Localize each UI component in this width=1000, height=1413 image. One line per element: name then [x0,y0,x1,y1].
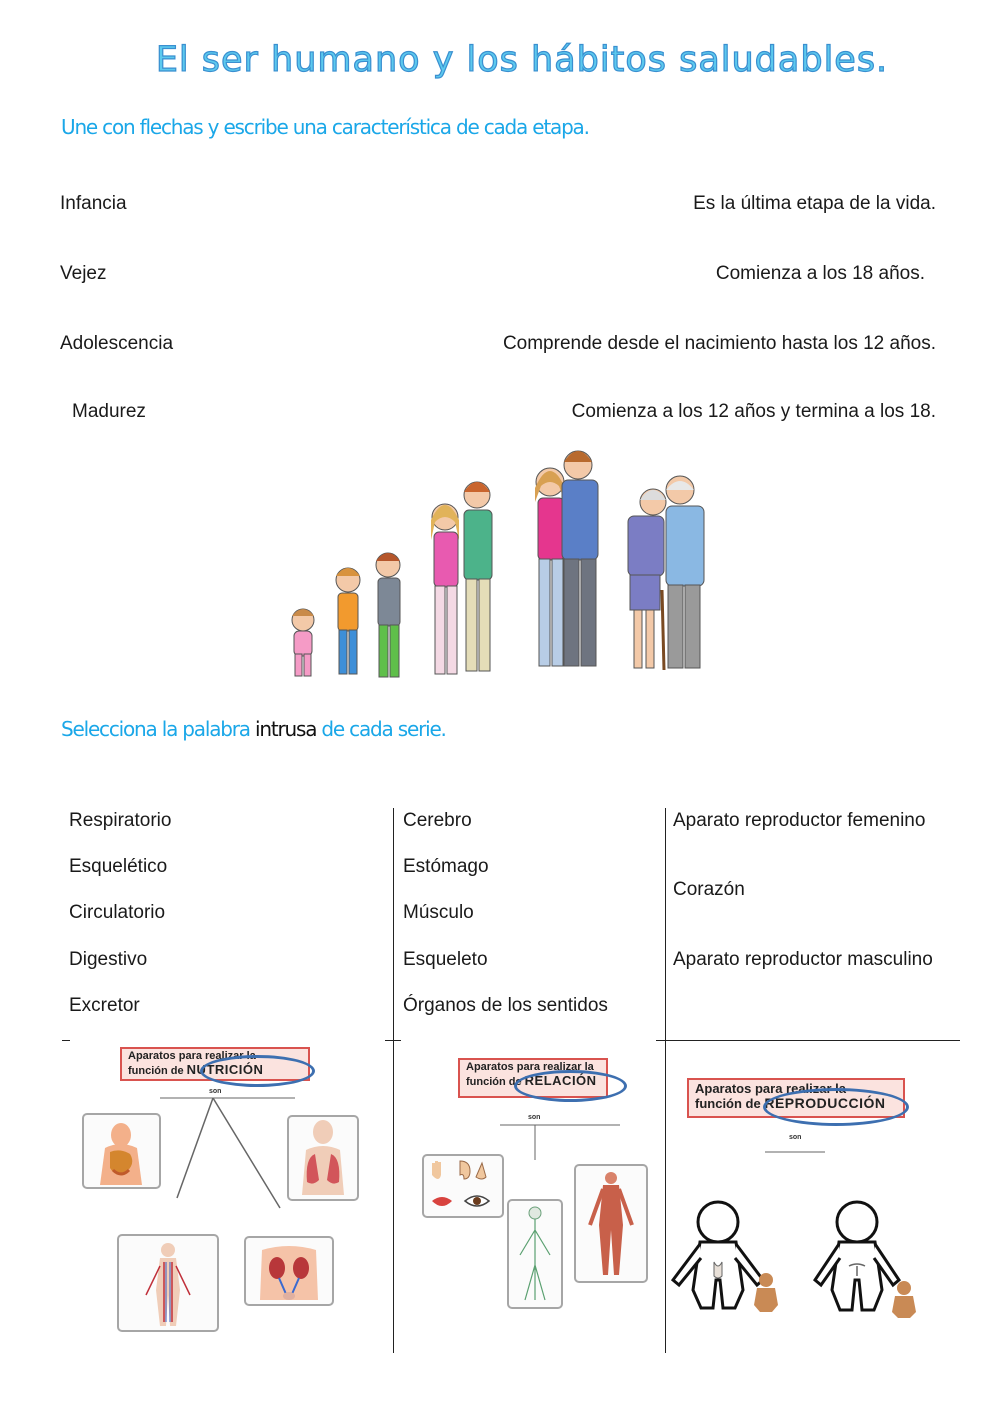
nutrition-diagram [80,1090,380,1340]
toddler-figure [292,609,314,676]
nutrition-keyword: NUTRICIÓN [186,1061,264,1077]
series3-word[interactable]: Corazón [673,879,745,900]
series1-word[interactable]: Respiratorio [69,810,172,831]
series2-word[interactable]: Estómago [403,856,489,877]
son-label: son [789,1134,802,1141]
stage-description[interactable]: Comprende desde el nacimiento hasta los 12 años. [502,333,936,354]
woman-figure [535,468,565,666]
label-line: función de [695,1095,761,1111]
label-line: Aparatos para realizar la [466,1061,594,1073]
series1-word[interactable]: Digestivo [69,949,148,970]
label-line: Aparatos para realizar la [128,1050,256,1062]
series1-word[interactable]: Esquelético [69,856,168,877]
row-divider [62,1040,70,1041]
grandmother-figure [628,489,666,670]
column-divider [393,808,394,1353]
stage-label[interactable]: Madurez [72,401,146,422]
series2-word[interactable]: Órganos de los sentidos [403,995,608,1016]
label-line: función de [128,1064,184,1077]
series2-word[interactable]: Músculo [403,902,474,923]
reproduction-keyword: REPRODUCCIÓN [764,1094,886,1111]
relation-diagram [420,1115,660,1315]
stage-label[interactable]: Vejez [60,263,107,284]
teen-boy-figure [464,482,492,671]
son-label: son [209,1088,222,1095]
stage-label[interactable]: Adolescencia [60,333,174,354]
family-life-stages-illustration [270,440,730,690]
highlight-ellipse [200,1055,315,1087]
series1-word[interactable]: Circulatorio [69,902,166,923]
series3-word[interactable]: Aparato reproductor femenino [673,810,926,831]
heading-highlight: intrusa [255,717,317,741]
highlight-ellipse [514,1070,627,1102]
section1-heading: Une con flechas y escribe una característica de cada etapa. [61,115,589,139]
heading-text: de cada serie. [316,717,446,741]
series3-word[interactable]: Aparato reproductor masculino [673,949,933,970]
label-line: Aparatos para realizar la [695,1081,847,1096]
child-figure [336,568,360,674]
grandfather-figure [666,476,704,668]
page-title: El ser humano y los hábitos saludables. [155,40,889,80]
stage-description[interactable]: Comienza a los 18 años. [715,263,925,284]
stage-label[interactable]: Infancia [60,193,127,214]
girl-cookie-figure [892,1281,916,1318]
label-line: función de [466,1075,522,1088]
stage-description[interactable]: Comienza a los 12 años y termina a los 18. [571,401,936,422]
boy-figure [376,553,400,677]
male-body-outline-icon [673,1202,763,1308]
row-divider [656,1040,960,1041]
relation-keyword: RELACIÓN [524,1072,597,1088]
series2-word[interactable]: Cerebro [403,810,472,831]
man-figure [562,451,598,666]
heading-text: Selecciona la palabra [61,717,256,741]
reproduction-diagram [665,1140,955,1330]
son-label: son [528,1114,541,1121]
teen-girl-figure [431,504,459,674]
section2-heading [61,717,446,741]
row-divider [385,1040,401,1041]
series2-word[interactable]: Esqueleto [403,949,488,970]
series1-word[interactable]: Excretor [69,995,140,1016]
stage-description[interactable]: Es la última etapa de la vida. [693,193,936,214]
female-body-outline-icon [815,1202,899,1310]
highlight-ellipse [763,1088,909,1126]
